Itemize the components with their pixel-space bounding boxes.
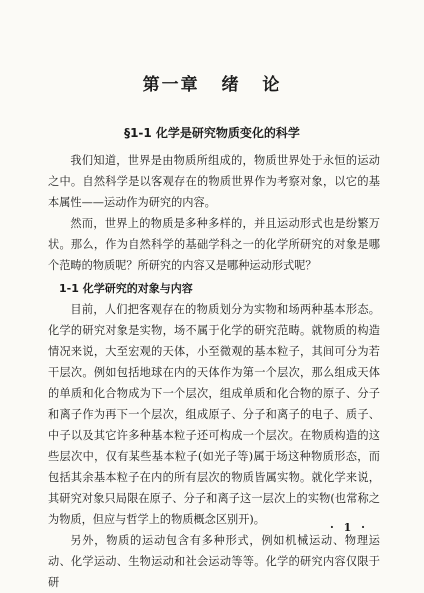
page-number: · 1 ·	[330, 521, 368, 534]
chapter-title: 第一章 绪 论	[142, 75, 282, 95]
subsection-heading: 1-1 化学研究的对象与内容	[59, 282, 193, 295]
paragraph-1: 我们知道，世界是由物质所组成的，物质世界处于永恒的运动之中。自然科学是以客观存在的物质世界作为考察对象，以它的基本属性——运动作为研究的内容。	[48, 154, 380, 209]
paragraph-3: 目前，人们把客观存在的物质划分为实物和场两种基本形态。化学的研究对象是实物，场不属于化学的研究范畴。就物质的构造情况来说，大至宏观的天体，小至微观的基本粒子，其间可分为若干层次。例如包括地球在内的天体作为第一个层次，那么组成天体的单质和化合物成为下一个层次，组成单质和化合物的原子、分子和离子作为再下一个层次，组成原子、分子和离子的电子、质子、中子以及其它许多种基本粒子还可构成一个层次。在物质构造的这些层次中，仅有某些基本粒子(如光子等)属于场这种物质形态，而包括其余基本粒子在内的所有层次的物质皆属实物。就化学来说，其研究对象只局限在原子、分子和离子这一层次上的实物(也常称之为物质，但应与哲学上的物质概念区别开)。	[48, 303, 380, 526]
paragraph-2: 然而，世界上的物质是多种多样的，并且运动形式也是纷繁万状。那么，作为自然科学的基础学科之一的化学所研究的对象是哪个范畴的物质呢？所研究的内容又是哪种运动形式呢？	[48, 217, 380, 272]
paragraph-4: 另外，物质的运动包含有多种形式，例如机械运动、物理运动、化学运动、生物运动和社会运动等等。化学的研究内容仅限于研	[48, 534, 380, 589]
section-title: §1-1 化学是研究物质变化的科学	[124, 126, 300, 140]
